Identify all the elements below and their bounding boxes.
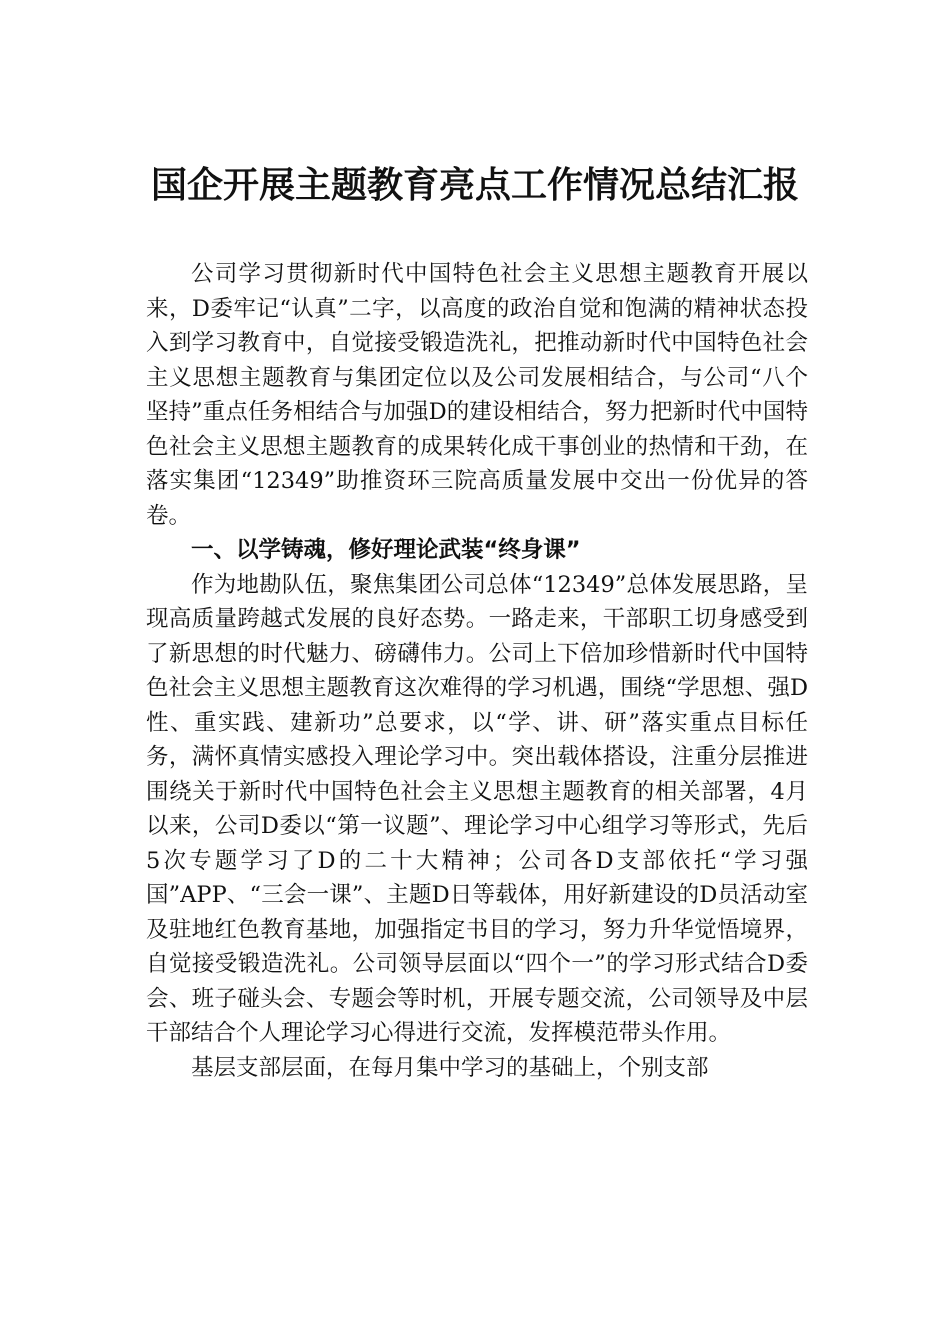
paragraph-section-1: 作为地勘队伍，聚焦集团公司总体“12349”总体发展思路，呈现高质量跨越式发展的良好态势。一路走来，干部职工切身感受到了新思想的时代魅力、磅礴伟力。公司上下倍加珍惜新时代中国特色社会主义思想主题教育这次难得的学习机遇，围绕“学思想、强D性、重实践、建新功”总要求，以“学、讲、研”落实重点目标任务，满怀真情实感投入理论学习中。突出载体搭设，注重分层推进围绕关于新时代中国特色社会主义思想主题教育的相关部署，4月以来，公司D委以“第一议题”、理论学习中心组学习等形式，先后5次专题学习了D的二十大精神；公司各D支部依托“学习强国”APP、“三会一课”、主题D日等载体，用好新建设的D员活动室及驻地红色教育基地，加强指定书目的学习，努力升华觉悟境界，自觉接受锻造洗礼。公司领导层面以“四个一”的学习形式结合D委会、班子碰头会、专题会等时机，开展专题交流，公司领导及中层干部结合个人理论学习心得进行交流，发挥模范带头作用。 <box>146 571 808 1046</box>
paragraph-intro: 公司学习贯彻新时代中国特色社会主义思想主题教育开展以来，D委牢记“认真”二字，以高度的政治自觉和饱满的精神状态投入到学习教育中，自觉接受锻造洗礼，把推动新时代中国特色社会主义思想主题教育与集团定位以及公司发展相结合，与公司“八个坚持”重点任务相结合与加强D的建设相结合，努力把新时代中国特色社会主义思想主题教育的成果转化成干事创业的热情和干劲，在落实集团“12349”助推资环三院高质量发展中交出一份优异的答卷。 <box>146 261 808 529</box>
document-title: 国企开展主题教育亮点工作情况总结汇报 <box>150 164 799 206</box>
section-heading-1: 一、以学铸魂，修好理论武装“终身课” <box>191 537 581 563</box>
document-body <box>146 257 808 1085</box>
paragraph-section-1-continued: 基层支部层面，在每月集中学习的基础上，个别支部 <box>191 1054 709 1081</box>
